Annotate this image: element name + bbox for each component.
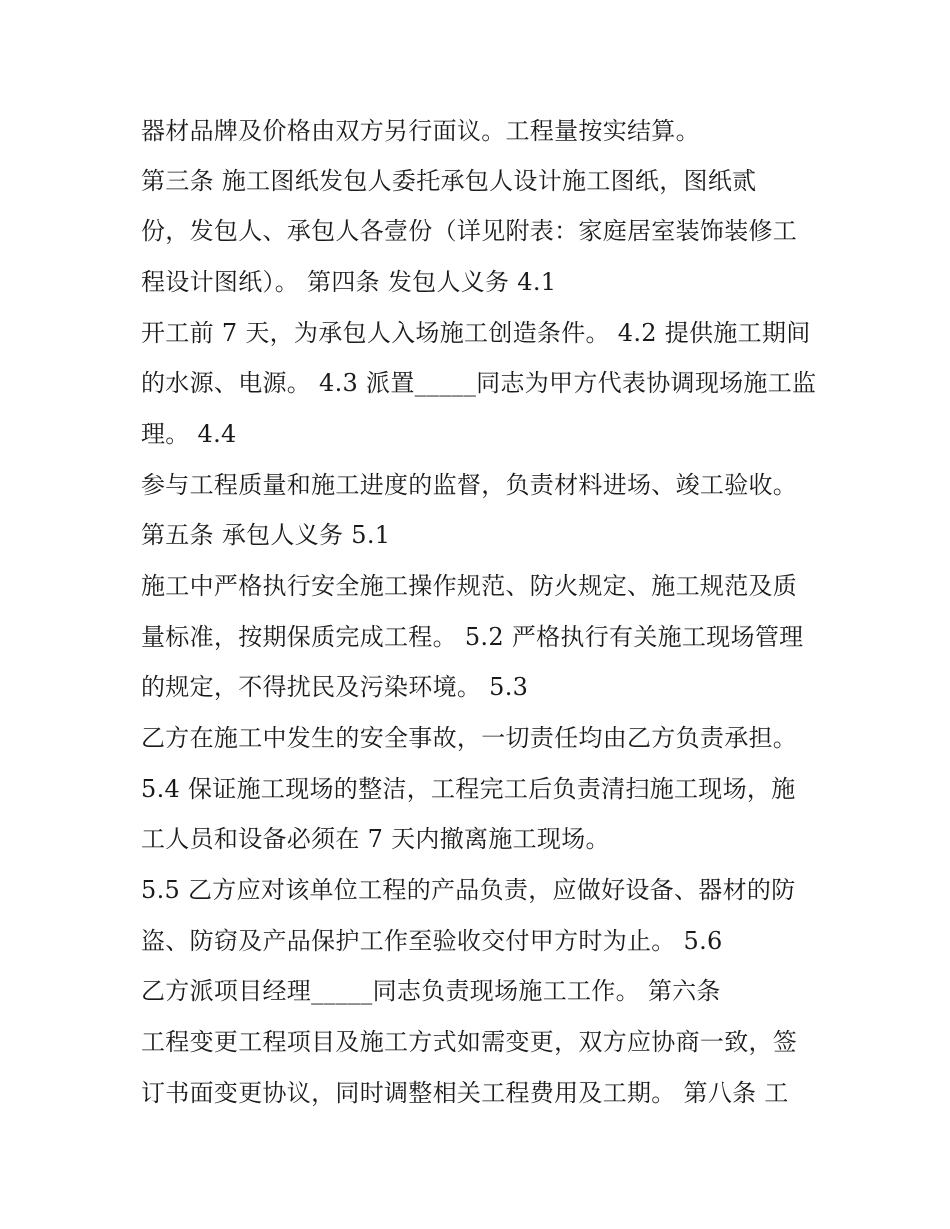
text-line: 的规定，不得扰民及污染环境。 5.3 — [141, 673, 529, 701]
text-line: 参与工程质量和施工进度的监督，负责材料进场、竣工验收。 — [141, 471, 798, 499]
text-line: 第三条 施工图纸发包人委托承包人设计施工图纸，图纸贰 — [141, 167, 757, 195]
text-line: 5.4 保证施工现场的整洁，工程完工后负责清扫施工现场，施 — [141, 775, 796, 803]
text-line: 乙方在施工中发生的安全事故，一切责任均由乙方负责承担。 — [141, 724, 798, 752]
text-line: 器材品牌及价格由双方另行面议。工程量按实结算。 — [141, 117, 700, 145]
text-line: 第五条 承包人义务 5.1 — [141, 521, 391, 549]
text-line: 订书面变更协议，同时调整相关工程费用及工期。 第八条 工 — [141, 1079, 789, 1107]
text-line: 5.5 乙方应对该单位工程的产品负责，应做好设备、器材的防 — [141, 876, 796, 904]
text-line: 工人员和设备必须在 7 天内撤离施工现场。 — [141, 825, 610, 853]
text-line: 量标准，按期保质完成工程。 5.2 严格执行有关施工现场管理 — [141, 623, 804, 651]
text-line: 开工前 7 天，为承包人入场施工创造条件。 4.2 提供施工期间 — [141, 319, 811, 347]
text-line: 份，发包人、承包人各壹份（详见附表：家庭居室装饰装修工 — [141, 217, 798, 245]
text-line: 工程变更工程项目及施工方式如需变更，双方应协商一致，签 — [141, 1028, 798, 1056]
text-line: 程设计图纸）。 第四条 发包人义务 4.1 — [141, 268, 557, 296]
text-line: 盗、防窃及产品保护工作至验收交付甲方时为止。 5.6 — [141, 927, 723, 955]
text-line: 的水源、电源。 4.3 派置_____同志为甲方代表协调现场施工监 — [141, 369, 817, 397]
text-line: 施工中严格执行安全施工操作规范、防火规定、施工规范及质 — [141, 572, 798, 600]
text-line: 理。 4.4 — [141, 420, 237, 448]
text-line: 乙方派项目经理_____同志负责现场施工工作。 第六条 — [141, 977, 721, 1005]
